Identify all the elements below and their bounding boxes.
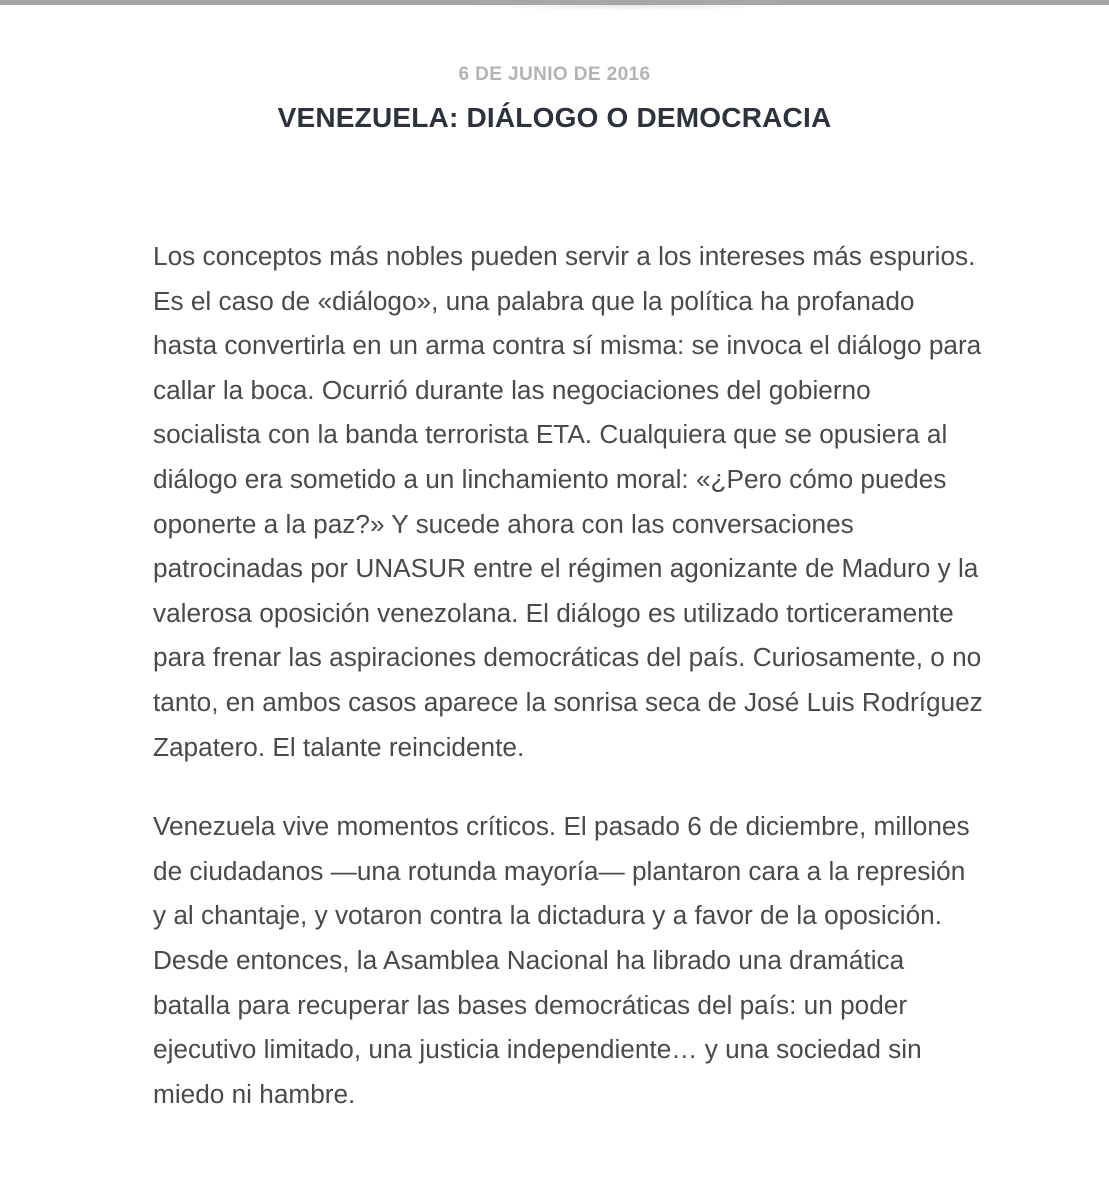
article-header — [0, 62, 1109, 136]
paragraph-2: Venezuela vive momentos críticos. El pasado 6 de diciembre, millones de ciudadanos —una rotunda mayoría— plantaron cara a la represión y al chantaje, y votaron contra la dictadura y a favor de la oposición. Desde entonces, la Asamblea Nacional ha librado una dramática batalla para recuperar las bases democráticas del país: un poder ejecutivo limitado, una justicia independiente… y una sociedad sin miedo ni hambre. — [153, 811, 970, 1109]
post-title: VENEZUELA: DIÁLOGO O DEMOCRACIA — [277, 102, 832, 133]
top-shadow — [470, 5, 790, 11]
article-body — [153, 234, 983, 1116]
paragraph-1: Los conceptos más nobles pueden servir a los intereses más espurios. Es el caso de «diálogo», una palabra que la política ha profanado hasta convertirla en un arma contra sí misma: se invoca el diálogo para callar la boca. Ocurrió durante las negociaciones del gobierno socialista con la banda terrorista ETA. Cualquiera que se opusiera al diálogo era sometido a un linchamiento moral: «¿Pero cómo puedes oponerte a la paz?» Y sucede ahora con las conversaciones patrocinadas por UNASUR entre el régimen agonizante de Maduro y la valerosa oposición venezolana. El diálogo es utilizado torticeramente para frenar las aspiraciones democráticas del país. Curiosamente, o no tanto, en ambos casos aparece la sonrisa seca de José Luis Rodríguez Zapatero. El talante reincidente. — [153, 241, 983, 762]
post-date: 6 DE JUNIO DE 2016 — [458, 64, 651, 85]
